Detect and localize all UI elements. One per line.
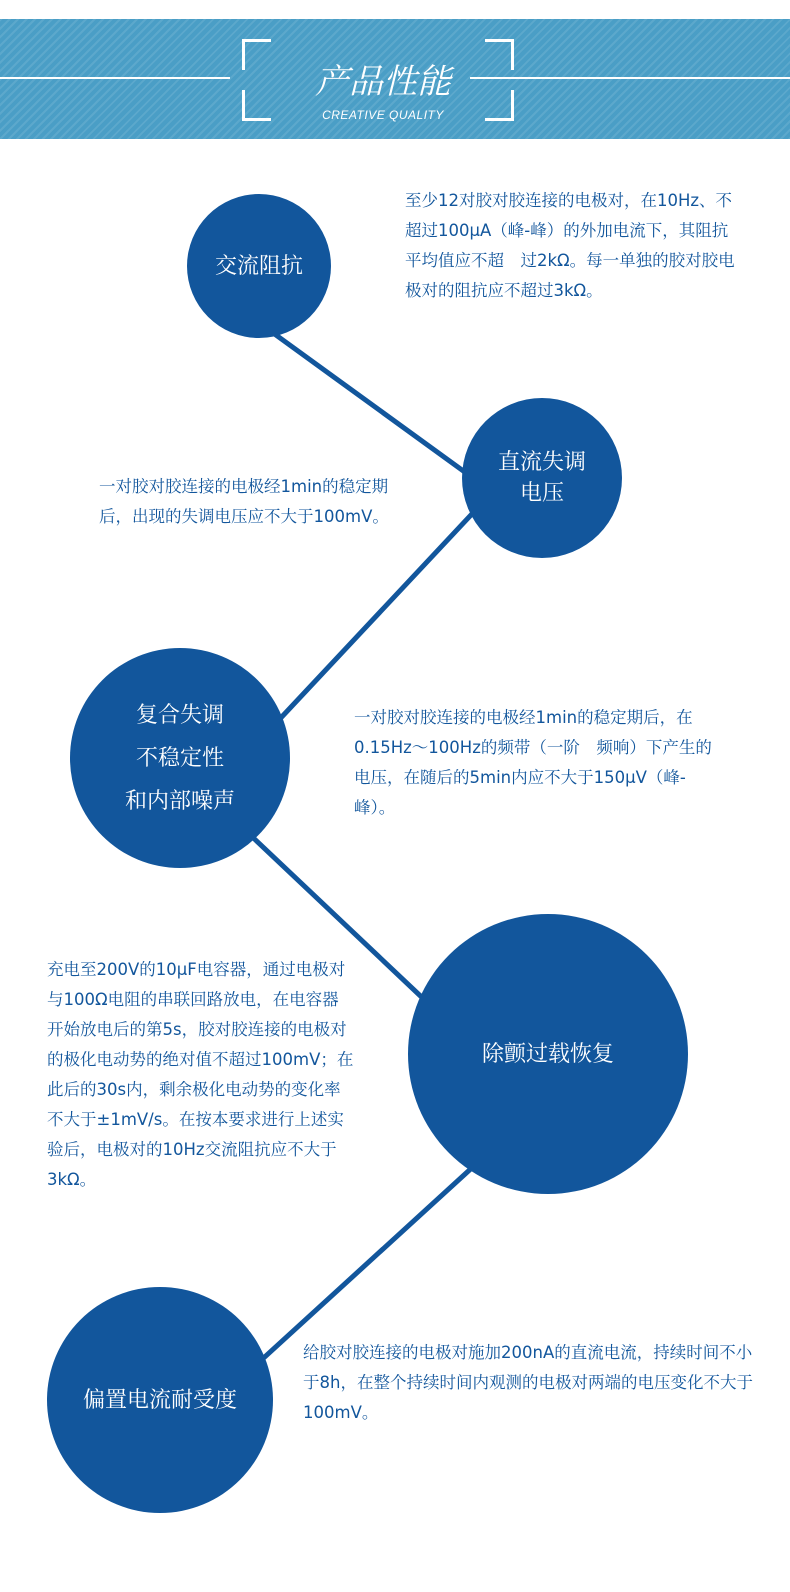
feature-title-offset-instability: 复合失调 不稳定性 和内部噪声: [124, 702, 235, 814]
feature-desc-defib-recovery: 充电至200V的10μF电容器，通过电极对与100Ω电阻的串联回路放电，在电容器开始放电后的第5s，胶对胶连接的电极对的极化电动势的绝对值不超过100mV；在此后的30s内，剩余极化电动势的变化率不大于±1mV/s。在按本要求进行上述实验后，电极对的10Hz交流阻抗应不大于3kΩ。: [47, 960, 354, 1189]
feature-circle-dc-offset: [462, 398, 622, 558]
connector-1: [258, 322, 473, 478]
page-title: 产品性能: [315, 62, 451, 102]
feature-desc-bias-current: 给胶对胶连接的电极对施加200nA的直流电流，持续时间不小于8h，在整个持续时间内观测的电极对两端的电压变化不大于100mV。: [303, 1343, 753, 1422]
feature-circle-bias-current: [47, 1287, 273, 1513]
feature-desc-ac-impedance: 至少12对胶对胶连接的电极对，在10Hz、不超过100μA（峰-峰）的外加电流下，其阻抗平均值应不超 过2kΩ。每一单独的胶对胶电极对的阻抗应不超过3kΩ。: [405, 191, 735, 300]
feature-circle-defib-recovery: [408, 914, 688, 1194]
feature-title-ac-impedance: 交流阻抗: [214, 253, 303, 279]
feature-desc-dc-offset: 一对胶对胶连接的电极经1min的稳定期后，出现的失调电压应不大于100mV。: [99, 477, 389, 526]
feature-desc-offset-instability: 一对胶对胶连接的电极经1min的稳定期后，在0.15Hz～100Hz的频带（一阶 频响）下产生的电压，在随后的5min内应不大于150μV（峰-峰）。: [354, 708, 712, 817]
feature-title-dc-offset: 直流失调 电压: [497, 450, 586, 506]
feature-circle-ac-impedance: [187, 194, 331, 338]
page-subtitle: CREATIVE QUALITY: [322, 108, 444, 122]
feature-title-defib-recovery: 除颤过载恢复: [481, 1041, 614, 1067]
feature-title-bias-current: 偏置电流耐受度: [82, 1387, 237, 1413]
feature-circle-offset-instability: [70, 648, 290, 868]
